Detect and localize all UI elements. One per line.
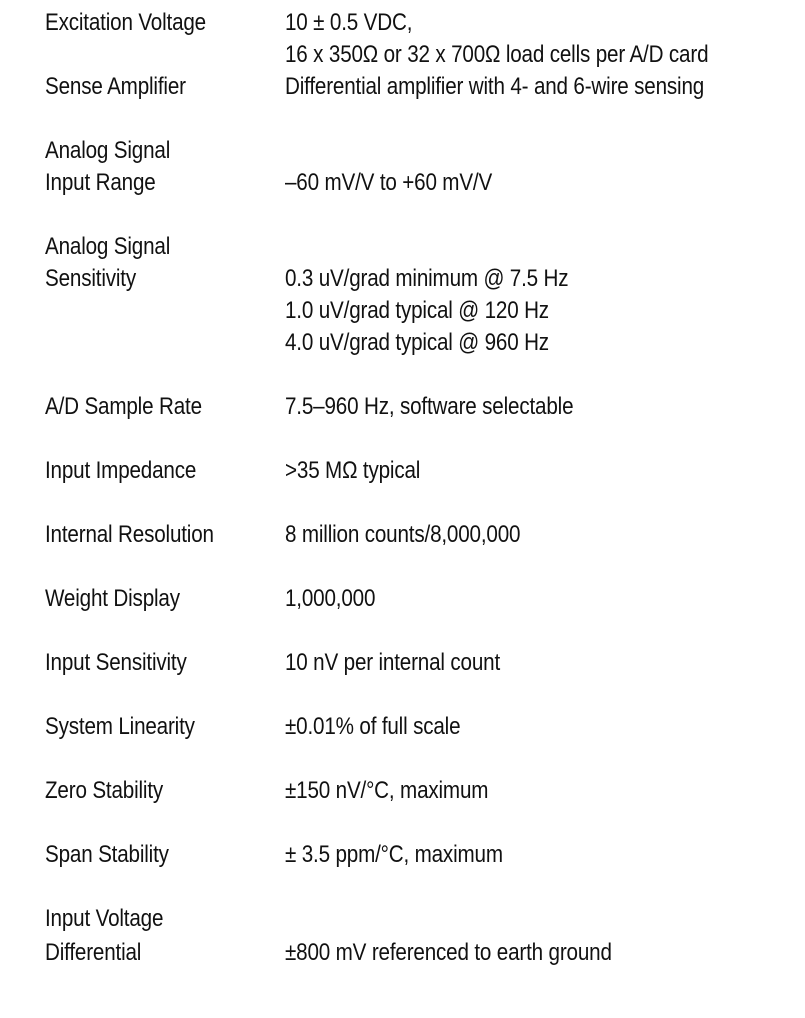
spec-label-system-linearity: System Linearity (45, 713, 195, 740)
spec-label-input-impedance: Input Impedance (45, 457, 197, 484)
spec-label-zero-stability: Zero Stability (45, 777, 164, 804)
spec-label-sense-amplifier: Sense Amplifier (45, 73, 186, 100)
spec-label-weight-display: Weight Display (45, 585, 180, 612)
spec-label-analog-signal-input-range-line1: Analog Signal (45, 137, 171, 164)
spec-value-analog-signal-input-range: –60 mV/V to +60 mV/V (285, 169, 493, 196)
spec-value-system-linearity: ±0.01% of full scale (285, 713, 461, 740)
spec-value-sensitivity-7-5hz: 0.3 uV/grad minimum @ 7.5 Hz (285, 265, 569, 292)
spec-label-excitation-voltage: Excitation Voltage (45, 9, 206, 36)
spec-label-input-voltage-differential-line2: Differential (45, 939, 142, 966)
spec-value-input-impedance: >35 MΩ typical (285, 457, 421, 484)
spec-value-input-sensitivity: 10 nV per internal count (285, 649, 501, 676)
spec-label-analog-signal-input-range-line2: Input Range (45, 169, 156, 196)
spec-value-input-voltage-differential: ±800 mV referenced to earth ground (285, 939, 612, 966)
spec-value-sensitivity-960hz: 4.0 uV/grad typical @ 960 Hz (285, 329, 549, 356)
spec-value-sensitivity-120hz: 1.0 uV/grad typical @ 120 Hz (285, 297, 549, 324)
spec-value-ad-sample-rate: 7.5–960 Hz, software selectable (285, 393, 574, 420)
spec-label-input-sensitivity: Input Sensitivity (45, 649, 187, 676)
spec-label-input-voltage-differential-line1: Input Voltage (45, 905, 164, 932)
spec-value-weight-display: 1,000,000 (285, 585, 376, 612)
spec-value-excitation-voltage-load-cells: 16 x 350Ω or 32 x 700Ω load cells per A/D card (285, 41, 709, 68)
spec-label-analog-signal-sensitivity-line1: Analog Signal (45, 233, 171, 260)
spec-label-analog-signal-sensitivity-line2: Sensitivity (45, 265, 137, 292)
spec-value-sense-amplifier: Differential amplifier with 4- and 6-wire sensing (285, 73, 705, 100)
spec-value-excitation-voltage: 10 ± 0.5 VDC, (285, 9, 413, 36)
spec-value-internal-resolution: 8 million counts/8,000,000 (285, 521, 521, 548)
spec-value-span-stability: ± 3.5 ppm/°C, maximum (285, 841, 503, 868)
spec-value-zero-stability: ±150 nV/°C, maximum (285, 777, 489, 804)
spec-label-ad-sample-rate: A/D Sample Rate (45, 393, 202, 420)
spec-label-span-stability: Span Stability (45, 841, 169, 868)
spec-label-internal-resolution: Internal Resolution (45, 521, 214, 548)
